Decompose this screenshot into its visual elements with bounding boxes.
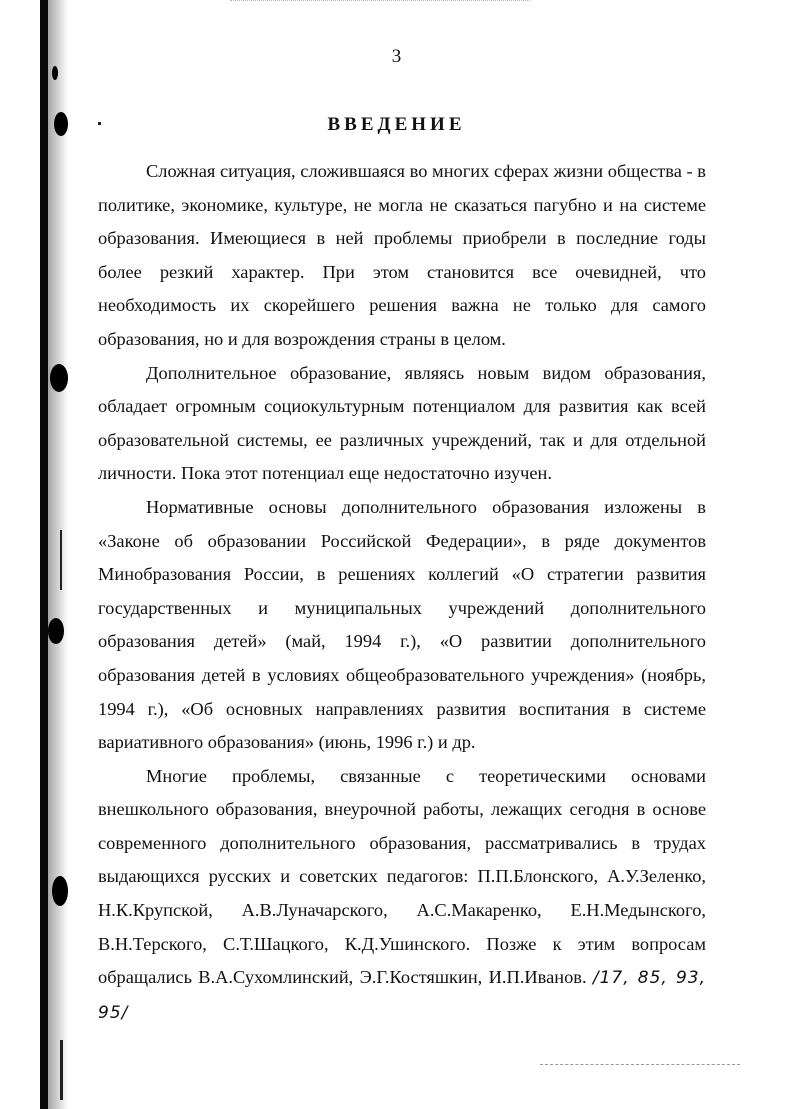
section-heading: ВВЕДЕНИЕ bbox=[327, 114, 466, 135]
scan-mark bbox=[52, 66, 58, 80]
page-number: 3 bbox=[391, 46, 402, 67]
paragraph-3: Нормативные основы дополнительного образования изложены в «Законе об образовании Российской Федерации», в ряде документов Минобразования России, в решениях коллегий «О стратегии развития государственных и муниципальных учреждений дополнительного образования детей» (май, 1994 г.), «О развитии дополнительного образования детей в условиях общеобразовательного учреждения» (ноябрь, 1994 г.), «Об основных направлениях развития воспитания в системе вариативного образования» (июнь, 1996 г.) и др. bbox=[98, 496, 706, 753]
paragraph-1: Сложная ситуация, сложившаяся во многих сферах жизни общества - в политике, экономике, культуре, не могла не сказаться пагубно и на системе образования. Имеющиеся в ней проблемы приобрели в последние годы более резкий характер. При этом становится все очевидней, что необходимость их скорейшего решения важна не только для самого образования, но и для возрождения страны в целом. bbox=[98, 161, 706, 349]
binding-shadow bbox=[48, 0, 68, 1109]
handwritten-reference: /17, 85, 93, 95/ bbox=[98, 968, 706, 1023]
scan-artifact-top bbox=[230, 0, 530, 2]
scan-artifact bbox=[60, 530, 62, 590]
scan-mark bbox=[50, 364, 68, 392]
paragraph-4 bbox=[98, 760, 706, 1031]
scan-mark bbox=[48, 618, 64, 644]
scan-artifact-bottom bbox=[540, 1064, 740, 1066]
body-text bbox=[98, 155, 706, 1030]
paragraph-2: Дополнительное образование, являясь новым видом образования, обладает огромным социокультурным потенциалом для развития как всей образовательной системы, ее различных учреждений, так и для отдельной личности. Пока этот потенциал еще недостаточно изучен. bbox=[98, 362, 706, 484]
scan-artifact bbox=[60, 1040, 63, 1100]
binding-edge bbox=[40, 0, 48, 1109]
paragraph-4-text: Многие проблемы, связанные с теоретическими основами внешкольного образования, внеурочной работы, лежащих сегодня в основе современного дополнительного образования, рассматривались в трудах выдающихся русских и советских педагогов: П.П.Блонского, А.У.Зеленко, Н.К.Крупской, А.В.Луначарского, А.С.Макаренко, Е.Н.Медынского, В.Н.Терского, С.Т.Шацкого, К.Д.Ушинского. Позже к этим вопросам обращались В.А.Сухомлинский, Э.Г.Костяшкин, И.П.Иванов. bbox=[98, 765, 706, 988]
scan-mark bbox=[52, 876, 68, 906]
